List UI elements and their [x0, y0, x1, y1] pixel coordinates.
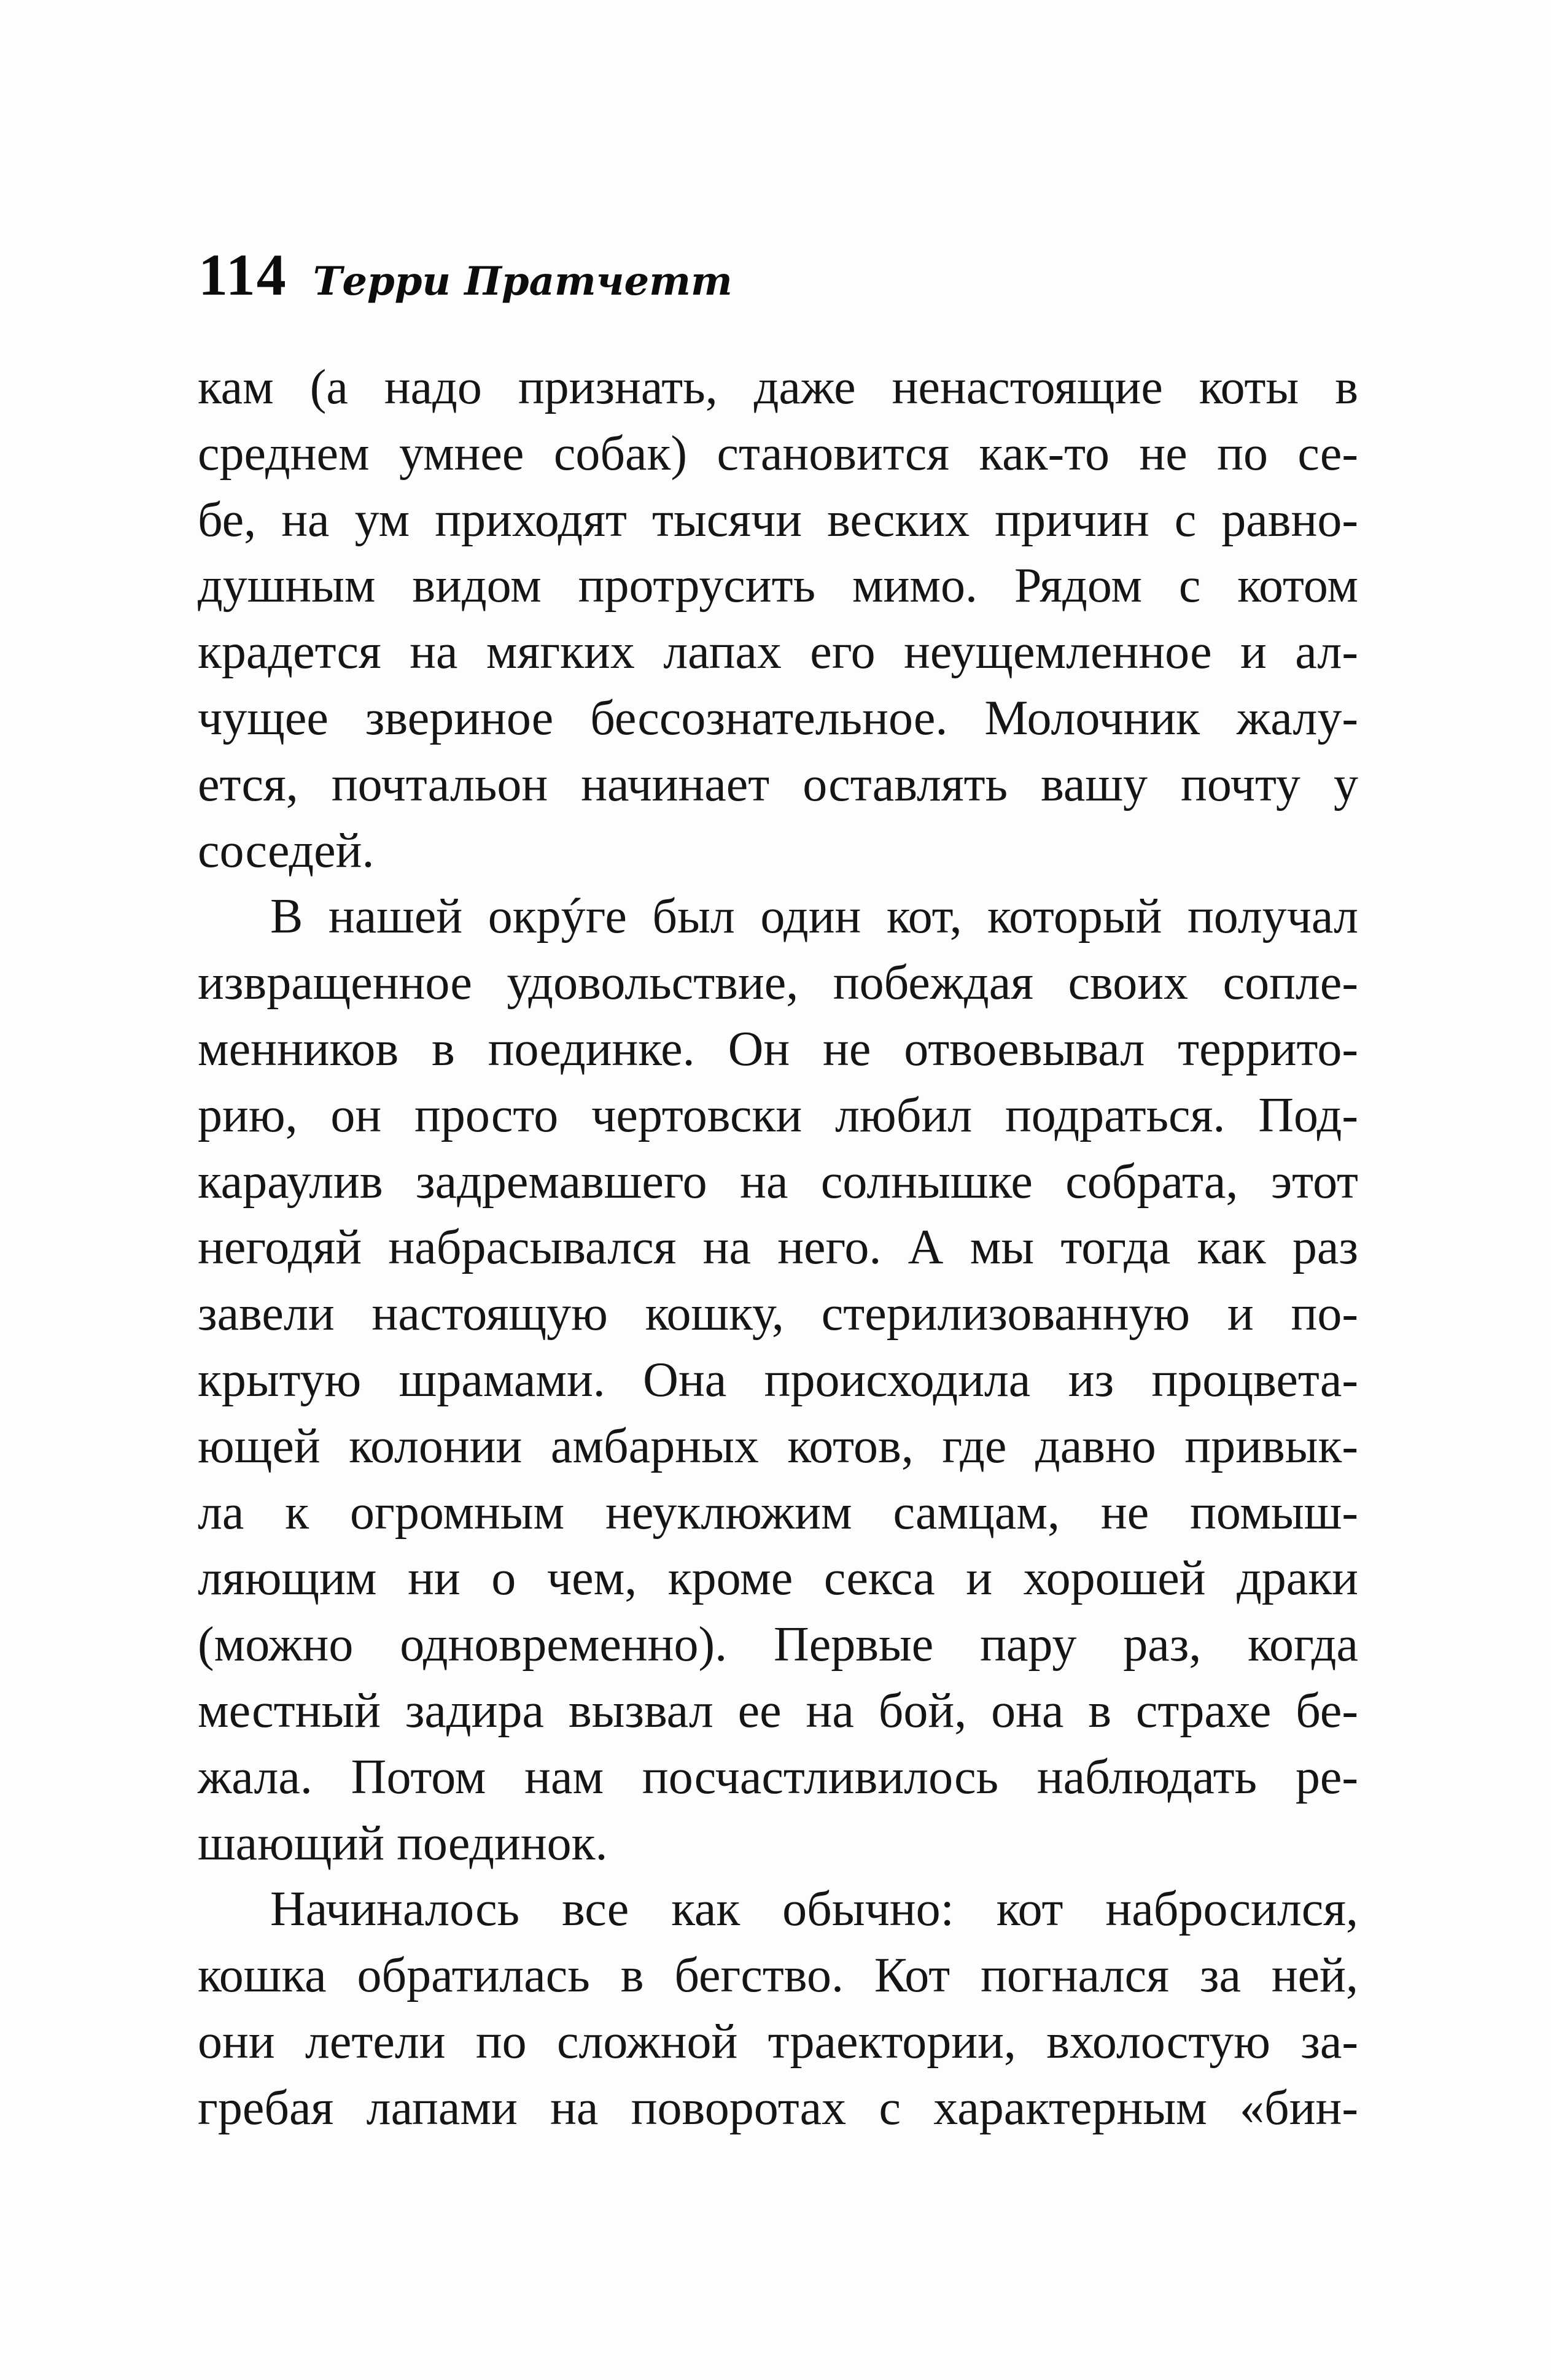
text-line: соседей.	[198, 823, 375, 878]
page-number: 114	[198, 242, 287, 308]
text-line: В нашей окрýге был один кот, который получал	[270, 890, 1358, 944]
text-line: кошка обратилась в бегство. Кот погнался за ней,	[198, 1948, 1358, 2003]
text-line: Начиналось все как обычно: кот набросился,	[270, 1882, 1358, 1937]
text-line: крытую шрамами. Она происходила из процвета-	[198, 1352, 1358, 1407]
text-line: караулив задремавшего на солнышке собрата, этот	[198, 1154, 1358, 1209]
text-line: ляющим ни о чем, кроме секса и хорошей драки	[198, 1551, 1358, 1606]
text-line: жала. Потом нам посчастливилось наблюдать ре-	[198, 1750, 1358, 1804]
text-line: бе, на ум приходят тысячи веских причин с равно-	[198, 492, 1358, 547]
text-line: местный задира вызвал ее на бой, она в страхе бе-	[198, 1683, 1358, 1738]
text-line: извращенное удовольствие, побеждая своих сопле-	[198, 956, 1358, 1010]
text-line: ющей колонии амбарных котов, где давно привык-	[198, 1419, 1358, 1473]
text-line: шающий поединок.	[198, 1816, 608, 1870]
paragraph	[198, 1877, 1358, 2141]
text-line: рию, он просто чертовски любил подраться. Под-	[198, 1088, 1358, 1142]
text-line: кам (а надо признать, даже ненастоящие коты в	[198, 360, 1358, 414]
running-head-author: Терри Пратчетт	[313, 258, 733, 304]
text-line: чущее звериное бессознательное. Молочник жалу-	[198, 691, 1358, 745]
text-line: крадется на мягких лапах его неущемленное и ал-	[198, 625, 1358, 680]
body-text	[198, 355, 1358, 2142]
text-line: гребая лапами на поворотах с характерным «бин-	[198, 2080, 1358, 2135]
text-line: ла к огромным неуклюжим самцам, не помыш-	[198, 1485, 1358, 1540]
paragraph	[198, 355, 1358, 884]
paragraph	[198, 884, 1358, 1877]
text-line: ется, почтальон начинает оставлять вашу почту у	[198, 757, 1358, 812]
text-line: менников в поединке. Он не отвоевывал террито-	[198, 1021, 1358, 1076]
text-line: (можно одновременно). Первые пару раз, когда	[198, 1618, 1358, 1672]
text-line: негодяй набрасывался на него. А мы тогда как раз	[198, 1220, 1358, 1275]
page-header	[198, 241, 733, 308]
text-line: среднем умнее собак) становится как-то не по се-	[198, 426, 1358, 481]
text-line: завели настоящую кошку, стерилизованную и по-	[198, 1287, 1358, 1341]
text-line: душным видом протрусить мимо. Рядом с котом	[198, 559, 1358, 613]
text-line: они летели по сложной траектории, вхолостую за-	[198, 2014, 1358, 2069]
